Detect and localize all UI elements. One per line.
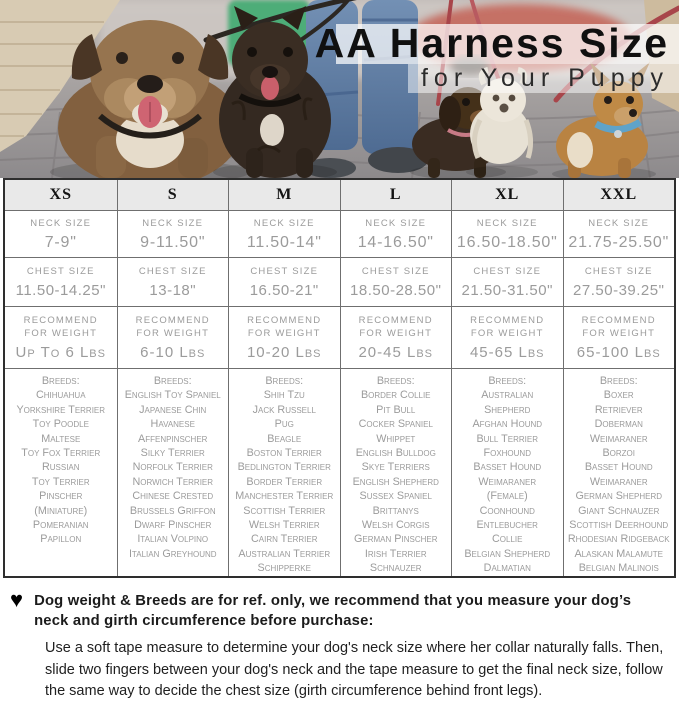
breed-item: Italian Volpino — [137, 533, 209, 546]
weight-label: FOR WEIGHT — [24, 328, 98, 339]
breed-item: Afghan Hound — [472, 418, 543, 431]
breed-item: Borzoi — [602, 447, 636, 460]
neck-size-label: NECK SIZE — [476, 217, 538, 229]
breed-item: Pit Bull — [376, 403, 416, 416]
breed-item: Whippet — [376, 432, 416, 445]
size-column-header: L — [340, 180, 452, 210]
breed-item: Pinscher — [39, 490, 83, 503]
weight-label: RECOMMEND — [247, 315, 322, 326]
neck-size-cell — [563, 210, 675, 257]
breed-item: Cocker Spaniel — [358, 418, 433, 431]
note-heading: Dog weight & Breeds are for ref. only, we recommend that you measure your dog’s neck and girth circumference before purchase: — [34, 593, 632, 629]
breed-item: Affenpinscher — [138, 432, 208, 445]
breed-item: Boxer — [603, 389, 634, 402]
heart-icon: ♥ — [10, 587, 24, 612]
breeds-cell — [228, 368, 340, 576]
breeds-label: Breeds: — [376, 375, 415, 387]
breed-item: Beagle — [267, 432, 302, 445]
size-column-header: M — [228, 180, 340, 210]
weight-label: FOR WEIGHT — [470, 328, 544, 339]
size-column-header: XS — [5, 180, 117, 210]
breed-item: (Female) — [486, 490, 528, 503]
weight-label: FOR WEIGHT — [136, 328, 210, 339]
weight-label: RECOMMEND — [581, 315, 656, 326]
breeds-label: Breeds: — [265, 375, 304, 387]
size-column-header: XL — [451, 180, 563, 210]
breed-item: Belgian Shepherd — [464, 547, 551, 560]
page-subtitle: for Your Puppy — [420, 64, 669, 92]
breed-item: English Bulldog — [355, 447, 436, 460]
chest-size-value: 21.50-31.50" — [461, 282, 553, 299]
neck-size-value: 14-16.50" — [357, 233, 434, 251]
breed-item: Maltese — [41, 432, 81, 445]
chest-size-value: 11.50-14.25" — [15, 282, 106, 299]
breed-item: Scottish Deerhound — [569, 519, 669, 532]
chest-size-value: 27.50-39.25" — [573, 282, 665, 299]
breed-item: Cairn Terrier — [250, 533, 318, 546]
breed-item: Weimaraner — [478, 475, 537, 488]
neck-size-cell — [340, 210, 452, 257]
weight-label: FOR WEIGHT — [247, 328, 321, 339]
chest-size-cell — [563, 257, 675, 306]
neck-size-value: 9-11.50" — [140, 233, 206, 251]
breed-item: German Shepherd — [575, 490, 663, 503]
breeds-label: Breeds: — [488, 375, 527, 387]
breeds-cell — [340, 368, 452, 576]
breed-item: Yorkshire Terrier — [16, 403, 106, 416]
breed-item: Papillon — [40, 533, 82, 546]
breeds-cell — [5, 368, 117, 576]
weight-label: FOR WEIGHT — [582, 328, 656, 339]
breed-item: English Toy Spaniel — [124, 389, 221, 402]
chest-size-cell — [117, 257, 229, 306]
breed-item: Weimaraner — [589, 432, 648, 445]
breed-item: Alaskan Malamute — [574, 547, 664, 560]
note-heading-row — [8, 587, 665, 631]
neck-size-cell — [5, 210, 117, 257]
breed-item: Norwich Terrier — [132, 475, 214, 488]
breed-item: Rhodesian Ridgeback — [567, 533, 670, 546]
breed-item: Manchester Terrier — [235, 490, 334, 503]
breed-item: Chihuahua — [35, 389, 86, 402]
neck-size-value: 11.50-14" — [246, 233, 322, 251]
breed-item: Boston Terrier — [246, 447, 322, 460]
size-table — [3, 178, 676, 578]
weight-label: RECOMMEND — [135, 315, 210, 326]
breed-item: Australian — [481, 389, 534, 402]
breed-item: Border Collie — [360, 389, 431, 402]
breeds-cell — [451, 368, 563, 576]
breed-item: Toy Poodle — [32, 418, 89, 431]
banner-text-block — [315, 22, 669, 93]
chest-size-cell — [340, 257, 452, 306]
neck-size-value: 21.75-25.50" — [568, 233, 670, 251]
chest-size-label: CHEST SIZE — [473, 266, 542, 277]
breed-item: Silky Terrier — [140, 447, 205, 460]
breeds-list — [125, 388, 221, 561]
neck-size-label: NECK SIZE — [30, 217, 92, 229]
neck-size-cell — [228, 210, 340, 257]
breed-item: Schipperke — [257, 562, 311, 575]
weight-cell — [5, 306, 117, 368]
breed-item: English Shepherd — [352, 475, 439, 488]
breed-item: Giant Schnauzer — [578, 504, 660, 517]
neck-size-value: 16.50-18.50" — [456, 233, 558, 251]
breed-item: Collie — [492, 533, 523, 546]
breed-item: Basset Hound — [584, 461, 653, 474]
collar-tag — [614, 130, 622, 138]
breeds-label: Breeds: — [41, 375, 80, 387]
chest-size-value: 13-18" — [149, 282, 197, 299]
breed-item: Italian Greyhound — [128, 547, 217, 560]
breeds-label: Breeds: — [599, 375, 638, 387]
breed-item: Border Terrier — [246, 475, 323, 488]
weight-value: 65-100 Lbs — [576, 344, 661, 361]
neck-size-cell — [117, 210, 229, 257]
size-column-header: XXL — [563, 180, 675, 210]
neck-size-label: NECK SIZE — [588, 217, 650, 229]
weight-label: FOR WEIGHT — [359, 328, 433, 339]
breed-item: Belgian Malinois — [578, 562, 659, 575]
breed-item: Bedlington Terrier — [237, 461, 331, 474]
breed-item: Doberman — [594, 418, 643, 431]
breed-item: Dwarf Pinscher — [134, 519, 212, 532]
large-dog-illustration — [50, 20, 250, 178]
breed-item: Toy Fox Terrier — [21, 447, 101, 460]
chest-size-label: CHEST SIZE — [250, 266, 319, 277]
breeds-cell — [117, 368, 229, 576]
breed-item: Pomeranian — [32, 519, 89, 532]
weight-label: RECOMMEND — [358, 315, 433, 326]
breed-item: Welsh Corgis — [361, 519, 430, 532]
breeds-list — [464, 388, 550, 575]
breed-item: Russian — [41, 461, 80, 474]
chest-size-label: CHEST SIZE — [584, 266, 653, 277]
weight-cell — [228, 306, 340, 368]
chest-size-cell — [5, 257, 117, 306]
breed-item: Shih Tzu — [263, 389, 305, 402]
breed-item: Foxhound — [483, 447, 531, 460]
weight-value: 45-65 Lbs — [469, 344, 545, 361]
breeds-cell — [563, 368, 675, 576]
neck-size-label: NECK SIZE — [365, 217, 427, 229]
chest-size-label: CHEST SIZE — [26, 266, 95, 277]
neck-size-value: 7-9" — [44, 233, 77, 251]
chest-size-label: CHEST SIZE — [138, 266, 207, 277]
weight-cell — [451, 306, 563, 368]
breeds-list — [16, 388, 105, 546]
breed-item: Retriever — [594, 403, 643, 416]
neck-size-cell — [451, 210, 563, 257]
breed-item: Shepherd — [484, 403, 531, 416]
breed-item: (Miniature) — [34, 504, 88, 517]
weight-value: 10-20 Lbs — [246, 344, 322, 361]
breed-item: Welsh Terrier — [248, 519, 320, 532]
breed-item: Australian Terrier — [238, 547, 331, 560]
breed-item: Pug — [274, 418, 294, 431]
breed-item: Weimaraner — [589, 475, 648, 488]
breed-item: Toy Terrier — [31, 475, 90, 488]
breeds-list — [353, 388, 439, 575]
breed-item: Brittanys — [372, 504, 419, 517]
breed-item: Sussex Spaniel — [359, 490, 432, 503]
breeds-list — [568, 388, 670, 575]
breed-item: Entlebucher — [476, 519, 538, 532]
weight-label: RECOMMEND — [470, 315, 545, 326]
breed-item: Norfolk Terrier — [132, 461, 213, 474]
banner-photo — [0, 0, 679, 178]
breed-item: Jack Russell — [252, 403, 316, 416]
weight-cell — [117, 306, 229, 368]
weight-label: RECOMMEND — [23, 315, 98, 326]
breed-item: Bull Terrier — [476, 432, 538, 445]
weight-value: 20-45 Lbs — [358, 344, 434, 361]
footer-note — [0, 578, 679, 703]
neck-size-label: NECK SIZE — [253, 217, 315, 229]
note-body: Use a soft tape measure to determine your dog's neck size where her collar naturally falls. Then, slide two fingers between your dog's neck and the tape measure to get the final neck size, follow the same way to decide the chest size (girth circumference behind front legs). — [45, 640, 664, 699]
weight-cell — [340, 306, 452, 368]
breed-item: Chinese Crested — [132, 490, 214, 503]
breed-item: Skye Terriers — [361, 461, 430, 474]
chest-size-value: 16.50-21" — [249, 282, 319, 299]
chest-size-cell — [228, 257, 340, 306]
chest-size-cell — [451, 257, 563, 306]
breed-item: Schnauzer — [369, 562, 422, 575]
page-title: AA Harness Size — [314, 20, 669, 66]
breed-item: Havanese — [150, 418, 195, 431]
breed-item: Dalmatian — [483, 562, 531, 575]
breed-item: German Pinscher — [354, 533, 438, 546]
weight-cell — [563, 306, 675, 368]
breed-item: Japanese Chin — [139, 403, 207, 416]
breed-item: Scottish Terrier — [243, 504, 326, 517]
breed-item: Irish Terrier — [364, 547, 427, 560]
breed-item: Coonhound — [479, 504, 535, 517]
breeds-list — [235, 388, 333, 575]
breed-item: Brussels Griffon — [129, 504, 216, 517]
neck-size-label: NECK SIZE — [142, 217, 204, 229]
size-column-header: S — [117, 180, 229, 210]
chest-size-label: CHEST SIZE — [361, 266, 430, 277]
weight-value: Up To 6 Lbs — [15, 344, 106, 361]
weight-value: 6-10 Lbs — [140, 344, 206, 361]
breed-item: Basset Hound — [473, 461, 542, 474]
breeds-label: Breeds: — [153, 375, 192, 387]
chest-size-value: 18.50-28.50" — [350, 282, 442, 299]
